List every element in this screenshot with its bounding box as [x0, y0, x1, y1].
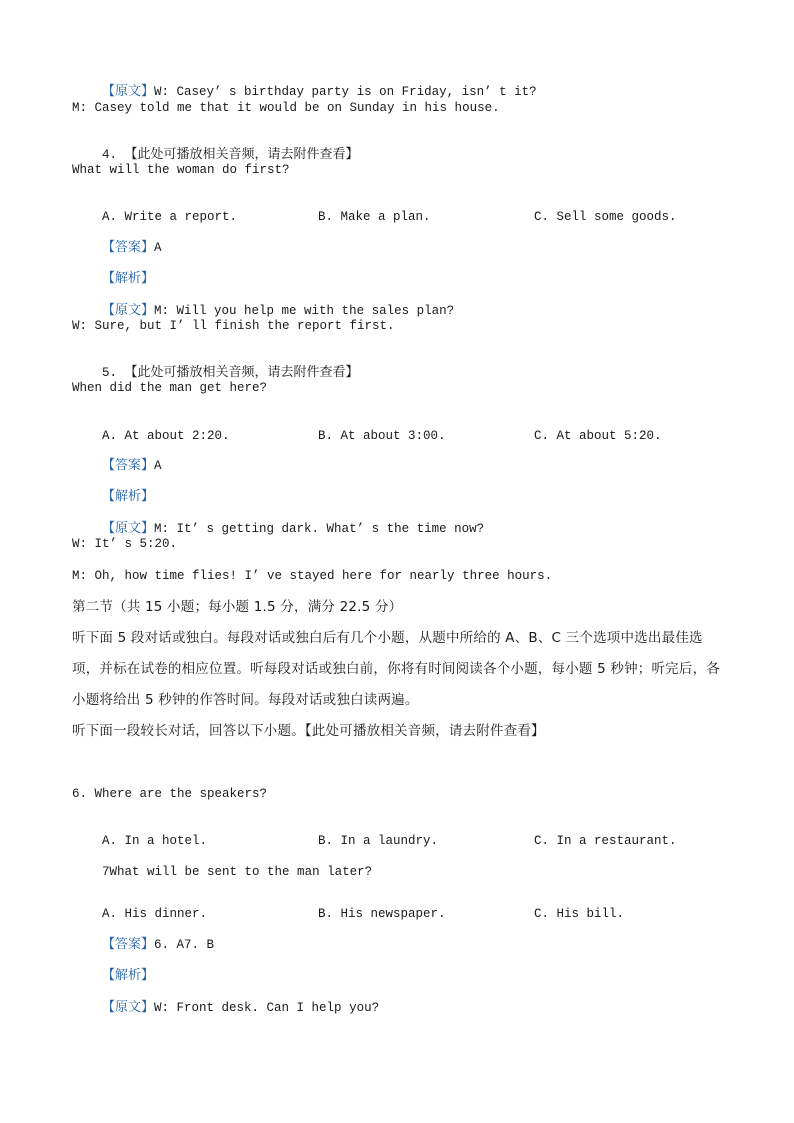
- transcript-line: M: Oh, how time flies! I’ ve stayed here for nearly three hours.: [72, 569, 553, 583]
- answer-tag: 【答案】: [102, 240, 155, 255]
- transcript-line: W: It’ s 5:20.: [72, 537, 178, 551]
- question-4-text: What will the woman do first?: [72, 163, 290, 177]
- option-a: A. At about 2:20.: [102, 429, 230, 443]
- option-c: C. At about 5:20.: [534, 429, 662, 443]
- analysis-tag: 【解析】: [102, 271, 155, 286]
- question-text: What will be sent to the man later?: [109, 865, 373, 879]
- transcript-text: W: Casey’ s birthday party is on Friday, isn’ t it?: [154, 85, 537, 99]
- option-b: B. At about 3:00.: [318, 429, 446, 443]
- transcript-line: W: Sure, but I’ ll finish the report first.: [72, 319, 395, 333]
- question-number: 4.: [102, 148, 125, 162]
- transcript-text: M: Will you help me with the sales plan?: [154, 304, 455, 318]
- analysis-tag: 【解析】: [102, 968, 155, 983]
- audio-notice: 【此处可播放相关音频，请去附件查看】: [124, 365, 359, 380]
- original-text-tag: 【原文】: [102, 521, 155, 536]
- section-heading: 第二节（共 15 小题；每小题 1.5 分，满分 22.5 分）: [72, 599, 403, 615]
- question-7-text: [72, 848, 372, 896]
- answer-tag: 【答案】: [102, 458, 155, 473]
- question-6-text: 6. Where are the speakers?: [72, 787, 268, 801]
- option-b: B. In a laundry.: [318, 834, 439, 848]
- answer-value: 6. A7. B: [154, 938, 215, 952]
- original-text-tag: 【原文】: [102, 303, 155, 318]
- option-a: A. His dinner.: [102, 907, 208, 921]
- question-4-options: [72, 193, 677, 241]
- long-dialog-intro: 听下面一段较长对话，回答以下小题。【此处可播放相关音频，请去附件查看】: [72, 723, 545, 739]
- section-instructions: 听下面 5 段对话或独白。每段对话或独白后有几个小题，从题中所给的 A、B、C 三个选项中选出最佳选项，并标在试卷的相应位置。听每段对话或独白前，你将有时间阅读各个小题，每小题 5 秒钟；听完后，各小题将给出 5 秒钟的作答时间。每段对话或独白读两遍。: [72, 630, 720, 708]
- analysis-tag: 【解析】: [102, 489, 155, 504]
- transcript-line: [72, 984, 379, 1032]
- answer-tag: 【答案】: [102, 937, 155, 952]
- option-a: A. Write a report.: [102, 210, 238, 224]
- question-5-text: When did the man get here?: [72, 381, 268, 395]
- transcript-text: W: Front desk. Can I help you?: [154, 1001, 380, 1015]
- option-c: C. In a restaurant.: [534, 834, 677, 848]
- option-a: A. In a hotel.: [102, 834, 208, 848]
- option-b: B. Make a plan.: [318, 210, 431, 224]
- question-number: 7: [102, 865, 110, 879]
- option-c: C. His bill.: [534, 907, 625, 921]
- transcript-text: M: It’ s getting dark. What’ s the time now?: [154, 522, 485, 536]
- answer-value: A: [154, 241, 162, 255]
- original-text-tag: 【原文】: [102, 1000, 155, 1015]
- option-c: C. Sell some goods.: [534, 210, 677, 224]
- question-number: 5.: [102, 366, 125, 380]
- audio-notice: 【此处可播放相关音频，请去附件查看】: [124, 147, 359, 162]
- answer-value: A: [154, 459, 162, 473]
- option-b: B. His newspaper.: [318, 907, 446, 921]
- transcript-line: M: Casey told me that it would be on Sunday in his house.: [72, 101, 500, 115]
- original-text-tag: 【原文】: [102, 84, 155, 99]
